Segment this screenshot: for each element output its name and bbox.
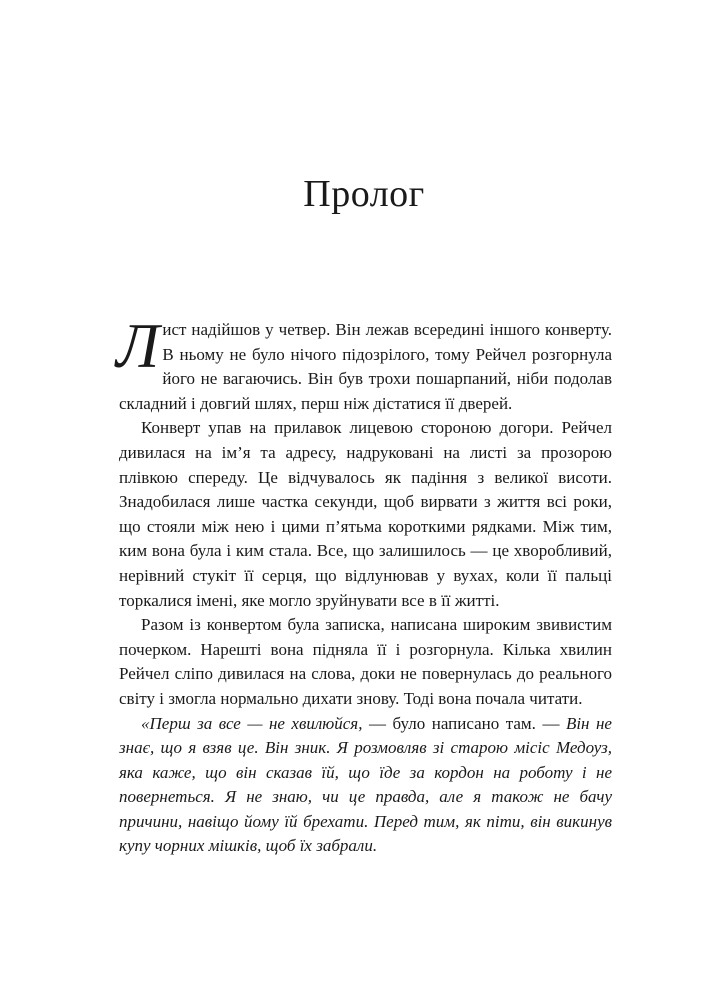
body-text [116, 310, 612, 859]
chapter-title: Пролог [303, 173, 425, 215]
paragraph [116, 310, 612, 416]
quote-rest: Він не знає, що я взяв це. Він зник. Я розмовляв зі старою місіс Медоуз, яка каже, що він сказав їй, що їде за кордон на роботу і не повернеться. Я не знаю, чи це правда, але я також не бачу причини, навіщо йому їй брехати. Перед тим, як піти, він викинув купу чорних мішків, щоб їх забрали. [119, 713, 612, 856]
quote-paragraph [119, 712, 612, 860]
paragraph: Конверт упав на прилавок лицевою стороною догори. Рейчел дивилася на ім’я та адресу, надруковані на листі за прозорою плівкою спереду. Це відчувалось як падіння з великої висоти. Знадобилася лише частка секунди, щоб вирвати з життя всі роки, що стояли між нею і цими п’ятьма короткими рядками. Між тим, ким вона була і ким стала. Все, що залишилось — це хворобливий, нерівний стукіт її серця, що відлунював у вухах, коли її пальці торкалися імені, яке могло зруйнувати все в її житті. [119, 418, 612, 610]
quote-start: «Перш за все — не хвилюйся, [141, 713, 363, 733]
paragraph-text: ист надійшов у четвер. Він лежав всередині іншого конверту. В ньому не було нічого підозрілого, тому Рейчел розгорнула його не вагаючись. Він був трохи пошарпаний, ніби подолав складний і довгий шлях, перш ніж дістатися її дверей. [119, 320, 612, 413]
drop-cap: Л [116, 310, 160, 381]
narration: — було написано там. — [362, 713, 566, 733]
paragraph: Разом із конвертом була записка, написана широким звивистим почерком. Нарешті вона підняла її і розгорнула. Кілька хвилин Рейчел сліпо дивилася на слова, доки не повернулась до реального світу і змогла нормально дихати знову. Тоді вона почала читати. [119, 615, 612, 708]
